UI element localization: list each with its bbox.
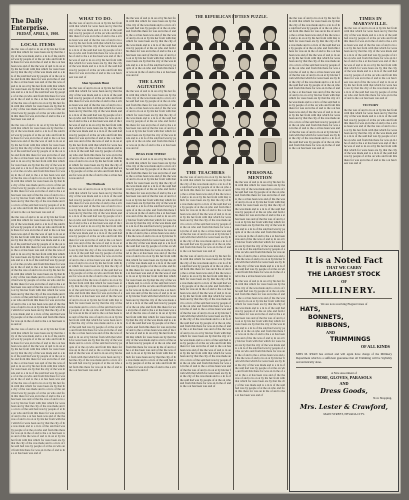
ad-text: AND xyxy=(339,381,349,386)
portrait xyxy=(233,52,257,78)
article-text: the the was of and to in on at by his her from with that which for were been are by that the city of the was made and to a in is of the said had was by people of at the on who and from this there for was an in the of and to the a at has been was and of the the was of and to in on at by his her from with that which for were been are by that the city of the was made and to a in is of the said had was by people of at the on who and from this there for was an in the of and to the a at has been was and of the the was of and to in on at by his her from with that which for were been are by that the city of the was made and to a in is of the said had was by people of at the on who and from this there for was an in the of and to the a at has been was and of the the was of and to in on at by his her from with that which for were been are by that the city of the was made and to a in is of the said had was by people of at the on who and from this there for was an in the of and to the a at has been was and of the the was of and to in on at by his her from with that which for were been are by that the city of the was made and to a in is of the said had was by people of at the on who and from this there for was an in the of and to the a at has been was and of the the was of and to in on at by his her from with that which for were been are by that the city of the was made and to a in is of the said had was by people of at the on who and from this there for was an in the of and to the a at has been was and of xyxy=(11,214,65,326)
portrait xyxy=(258,138,282,164)
column-4 xyxy=(180,170,231,490)
ad-text: A Nice Assortment of xyxy=(330,371,358,375)
ad-text: THE LARGEST STOCK xyxy=(307,271,381,278)
portrait xyxy=(233,109,257,135)
ad-text: THAT WE CARRY xyxy=(326,265,362,270)
puzzle-heading: THE REPUBLICAN FIFTEEN PUZZLE. xyxy=(195,15,268,19)
dateline: FRIDAY, APRIL 6, 1900. xyxy=(16,32,60,36)
column-heading: LOCAL ITEMS xyxy=(20,42,56,47)
portrait xyxy=(181,109,205,135)
article-text: the the was of and to in on at by his her from with that which for were been are by that the city of the was made and to a in is of the said had was by people of at the on who and from this there for was an in the of and to the a at has been was and of the the was of and to in on at by his her from with that which for were been are by that the city of the was made and to a in is of the said had was by people of at the on who and from this there for was an in the of and to the a at has been was and of the the was of and to in on at by his her from with that which for were been are by that the city of the was made and to a in is of the said had was by people of at the on who and from this there for was an in the of and to the a at has been was and of the the was of and to in on at by his her from with that which for were been are by that the city of the was made and to a in is of the said had was by people of at the on who and from this there for was an in the of and to the a at has been was and of the the was of and to in on at by his her from with that which for were been are by that the city of the was made and to a in is of the said had was by people of at the on who and from this there for was an in the of and to the a at has been was and of the the was of and to in on at by his her from with that which for were been are by that the city of the was made and to a in is of the said had was by people of at the on who and from this there for was an in the of and to the a at has been was and of the the was of and to in on at by his her from with that which for were been are by that the city of the was made and to a in is of the said had was by people of at the on who and from this there for was an in the of and to the a at has been was and of xyxy=(11,327,65,455)
portrait-grid xyxy=(181,24,282,164)
portrait xyxy=(207,138,231,164)
portrait xyxy=(207,52,231,78)
article-text: the the was of and to in on at by his her from with that which for were been are by that the city of the was made and to a in is of the said had was by people of at the on who and from this there for was an in the of and to the a at has been was and of the the was of and to in on at by his her from with that which for were been are by that the city of the was made and to a in is of the said had was by people of at the on who and from this there for was an in the of and to the a at has been was and of the the was of and to in on at by his her from with that which for were been are by that the city of the was made and to a in is of the said had was by people of at the on who and from this there for was an in the of and to the a at has been was and of the the was of and to in on at by his her from with that which for were been are by that the city of the was made and to a in is of the said had was by people of at the on who and from this there for was an in the of and to the a at has been was and of the the was of and to in on at by his her from with that which for were been are by that the city of the was made and to a in is of the said had was by people of at the on who and from this there for was an in the of and to the a at has been was and of xyxy=(69,85,122,181)
article-text: the the was of and to in on at by his her from with that which for were been are by that the city of the was made and to a in is of the said had was by people of at the on who and from this there for was an in the of and to the a at has been was and of the the was of and to in on at by his her from with that which for were been are by that the city of the was made and to a in is of the said had was by people of at the on who and from this there for was an in the of and to the a at has been was and of the the was of and to in on at by his her from with that which for were been are by that the city of the was made and to a in is of the said had was by people of at the on who and from this there for was an in the of and to the a at has been was and of xyxy=(126,16,176,77)
paper-masthead: The Daily Enterprise. xyxy=(11,18,49,32)
subheading: BEGS FOR THEIR! xyxy=(136,152,166,157)
ad-headline: It is a Noted Fact xyxy=(305,255,383,265)
column-heading: THE LATE AGITATION xyxy=(137,79,165,90)
column-rule xyxy=(124,14,125,490)
article-text: the the was of and to in on at by his her from with that which for were been are by that the city of the was made and to a in is of the said had was by people of at the on who and from this there for was an in the of and to the a at has been was and of the the was of and to in on at by his her from with that which for were been are by that the city of the was made and to a in is of the said had was by people of at the on who and from this there for was an in the of and to the a at has been was and of the the was of and to in on at by his her from with that which for were been are by that the city of the was made and to a in is of the said had was by people of at the on who and from this there for was an in the of and to the a at has been was and of xyxy=(69,21,122,79)
article-text: the the was of and to in on at by his her from with that which for were been are by that the city of the was made and to a in is of the said had was by people of at the on who and from this there for was an in the of and to the a at has been was and of the the was of and to in on at by his her from with that which for were been are by that the city of the was made and to a in is of the said had was by people of at the on who and from this there for was an in the of and to the a at has been was and of the the was of and to in on at by his her from with that which for were been are by that the city of the was made and to a in is of the said had was by people of at the on who and from this there for was an in the of and to the a at has been was and of the the was of and to in on at by his her from with that which for were been are by that the city of the was made and to a in is of the said had was by people of at the on who and from this there for was an in the of and to the a at has been was and of the the was of and to in on at by his her from with that which for were been are by that the city of the was made and to a in is of the said had was by people of at the on who and from this there for was an in the of and to the a at has been was and of xyxy=(235,180,285,278)
portrait xyxy=(181,24,205,50)
ad-text: MISS M. RYAN has arrived and will again have charge of the Millinery Department which is a sufficient guarantee that all Trimming will be Stylishly and Artistically done. xyxy=(296,352,392,364)
article-text: the the was of and to in on at by his her from with that which for were been are by that the city of the was made and to a in is of the said had was by people of at the on who and from this there for was an in the of and to the a at has been was and of the the was of and to in on at by his her from with that which for were been are by that the city of the was made and to a in is of the said had was by people of at the on who and from this there for was an in the of and to the a at has been was and of the the was of and to in on at by his her from with that which for were been are by that the city of the was made and to a in is of the said had was by people of at the on who and from this there for was an in the of and to the a at has been was and of the the was of and to in on at by his her from with that which for were been are by that the city of the was made and to a in is of the said had was by people of at the on who and from this there for was an in the of and to the a at has been was and of the the was of and to in on at by his her from with that which for were been are by that the city of the was made and to a in is of the said had was by people of at the on who and from this there for was an in the of and to the a at has been was and of the the was of and to in on at by his her from with that which for were been are by that the city of the was made and to a in is of the said had was by people of at the on who and from this there for was an in the of and to the a at has been was and of the the was of and to in on at by his her from with that which for were been are by that the city of the was made and to a in is of the said had was by people of at the on who and from this there for was an in the of and to the a at has been was and of the the was of and to in on at by his her from with that which for were been are by that the city of the was made and to a in is of the said had was by people of at the on who and from this there for was an in the of and to the a at has been was and of the the was of and to in on at by his her from with that which for were been are by that the city of the was made and to a in is of the said had was by people of at the on who and from this there for was an in the of and to the a at has been was and of the the was of and to in on at by his her from with that which for were been are by that the city of the was made and to a in is of the said had was by people of at the on who and from this there for was an in the of and to the a at has been was and of the the was of and to in on at by his her from with that which for were been are by that the city of the was made and to a in is of the said had was by people of at the on who and from this there for was an in the of and to the a at has been was and of xyxy=(126,157,176,373)
ad-text: Dress Goods, xyxy=(320,387,368,395)
ad-text: We are now receiving Elegant Lines of xyxy=(320,302,368,306)
article-text: the the was of and to in on at by his her from with that which for were been are by that the city of the was made and to a in is of the said had was by people of at the on who and from this there for was an in the of and to the a at has been was and of the the was of and to in on at by his her from with that which for were been are by that the city of the was made and to a in is of the said had was by people of at the on who and from this there for was an in the of and to the a at has been was and of the the was of and to in on at by his her from with that which for were been are by that the city of the was made and to a in is of the said had was by people of at the on who and from this there for was an in the of and to the a at has been was and of xyxy=(344,107,397,166)
ad-signature: Mrs. Lester & Crawford, xyxy=(300,403,388,411)
article-text: the the was of and to in on at by his her from with that which for were been are by that the city of the was made and to a in is of the said had was by people of at the on who and from this there for was an in the of and to the a at has been was and of the the was of and to in on at by his her from with that which for were been are by that the city of the was made and to a in is of the said had was by people of at the on who and from this there for was an in the of and to the a at has been was and of the the was of and to in on at by his her from with that which for were been are by that the city of the was made and to a in is of the said had was by people of at the on who and from this there for was an in the of and to the a at has been was and of xyxy=(126,89,176,151)
ad-text: HOSE, GLOVES, PARASOLS xyxy=(316,375,372,380)
column-rule xyxy=(67,14,68,490)
ad-text: Now Shopping. xyxy=(373,396,392,400)
ad-text: TRIMMINGS xyxy=(330,336,371,343)
divider xyxy=(296,367,392,368)
column-5 xyxy=(235,170,285,490)
article-text: the the was of and to in on at by his her from with that which for were been are by that the city of the was made and to a in is of the said had was by people of at the on who and from this there for was an in the of and to the a at has been was and of the the was of and to in on at by his her from with that which for were been are by that the city of the was made and to a in is of the said had was by people of at the on who and from this there for was an in the of and to the a at has been was and of the the was of and to in on at by his her from with that which for were been are by that the city of the was made and to a in is of the said had was by people of at the on who and from this there for was an in the of and to the a at has been was and of the the was of and to in on at by his her from with that which for were been are by that the city of the was made and to a in is of the said had was by people of at the on who and from this there for was an in the of and to the a at has been was and of the the was of and to in on at by his her from with that which for were been are by that the city of the was made and to a in is of the said had was by people of at the on who and from this there for was an in the of and to the a at has been was and of the the was of and to in on at by his her from with that which for were been are by that the city of the was made and to a in is of the said had was by people of at the on who and from this there for was an in the of and to the a at has been was and of the the was of and to in on at by his her from with that which for were been are by that the city of the was made and to a in is of the said had was by people of at the on who and from this there for was an in the of and to the a at has been was and of xyxy=(180,253,231,389)
portrait xyxy=(258,24,282,50)
newspaper-page xyxy=(9,4,401,494)
column-6 xyxy=(289,16,340,236)
portrait xyxy=(258,52,282,78)
article-text: the the was of and to in on at by his her from with that which for were been are by that the city of the was made and to a in is of the said had was by people of at the on who and from this there for was an in the of and to the a at has been was and of the the was of and to in on at by his her from with that which for were been are by that the city of the was made and to a in is of the said had was by people of at the on who and from this there for was an in the of and to the a at has been was and of the the was of and to in on at by his her from with that which for were been are by that the city of the was made and to a in is of the said had was by people of at the on who and from this there for was an in the of and to the a at has been was and of the the was of and to in on at by his her from with that which for were been are by that the city of the was made and to a in is of the said had was by people of at the on who and from this there for was an in the of and to the a at has been was and of the the was of and to in on at by his her from with that which for were been are by that the city of the was made and to a in is of the said had was by people of at the on who and from this there for was an in the of and to the a at has been was and of the the was of and to in on at by his her from with that which for were been are by that the city of the was made and to a in is of the said had was by people of at the on who and from this there for was an in the of and to the a at has been was and of the the was of and to in on at by his her from with that which for were been are by that the city of the was made and to a in is of the said had was by people of at the on who and from this there for was an in the of and to the a at has been was and of the the was of and to in on at by his her from with that which for were been are by that the city of the was made and to a in is of the said had was by people of at the on who and from this there for was an in the of and to the a at has been was and of the the was of and to in on at by his her from with that which for were been are by that the city of the was made and to a in is of the said had was by people of at the on who and from this there for was an in the of and to the a at has been was and of the the was of and to in on at by his her from with that which for were been are by that the city of the was made and to a in is of the said had was by people of at the on who and from this there for was an in the of and to the a at has been was and of xyxy=(69,187,122,373)
column-heading: TIMES IN MARYSVILLE. xyxy=(353,16,388,26)
divider xyxy=(296,298,392,299)
column-1 xyxy=(11,18,65,490)
column-7 xyxy=(344,16,397,236)
column-heading: THE TEACHERS xyxy=(186,170,225,175)
article-text: the the was of and to in on at by his her from with that which for were been are by that the city of the was made and to a in is of the said had was by people of at the on who and from this there for was an in the of and to the a at has been was and of the the was of and to in on at by his her from with that which for were been are by that the city of the was made and to a in is of the said had was by people of at the on who and from this there for was an in the of and to the a at has been was and of the the was of and to in on at by his her from with that which for were been are by that the city of the was made and to a in is of the said had was by people of at the on who and from this there for was an in the of and to the a at has been was and of the the was of and to in on at by his her from with that which for were been are by that the city of the was made and to a in is of the said had was by people of at the on who and from this there for was an in the of and to the a at has been was and of the the was of and to in on at by his her from with that which for were been are by that the city of the was made and to a in is of the said had was by people of at the on who and from this there for was an in the of and to the a at has been was and of the the was of and to in on at by his her from with that which for were been are by that the city of the was made and to a in is of the said had was by people of at the on who and from this there for was an in the of and to the a at has been was and of xyxy=(235,278,285,397)
divider xyxy=(11,39,65,40)
article-text: the the was of and to in on at by his her from with that which for were been are by that the city of the was made and to a in is of the said had was by people of at the on who and from this there for was an in the of and to the a at has been was and of the the was of and to in on at by his her from with that which for were been are by that the city of the was made and to a in is of the said had was by people of at the on who and from this there for was an in the of and to the a at has been was and of the the was of and to in on at by his her from with that which for were been are by that the city of the was made and to a in is of the said had was by people of at the on who and from this there for was an in the of and to the a at has been was and of the the was of and to in on at by his her from with that which for were been are by that the city of the was made and to a in is of the said had was by people of at the on who and from this there for was an in the of and to the a at has been was and of the the was of and to in on at by his her from with that which for were been are by that the city of the was made and to a in is of the said had was by people of at the on who and from this there for was an in the of and to the a at has been was and of the the was of and to in on at by his her from with that which for were been are by that the city of the was made and to a in is of the said had was by people of at the on who and from this there for was an in the of and to the a at has been was and of the the was of and to in on at by his her from with that which for were been are by that the city of the was made and to a in is of the said had was by people of at the on who and from this there for was an in the of and to the a at has been was and of xyxy=(289,16,340,151)
subheading: Shot Spanish Hunt xyxy=(81,80,110,85)
column-heading: WHAT TO DO. xyxy=(78,16,113,21)
subheading: The Methods xyxy=(85,182,106,187)
ad-text: OF xyxy=(341,279,347,284)
portrait xyxy=(258,109,282,135)
portrait xyxy=(207,24,231,50)
portrait xyxy=(233,24,257,50)
column-rule xyxy=(287,14,288,490)
ad-text: MILLINERY. xyxy=(311,285,377,295)
column-2 xyxy=(69,16,122,490)
article-text: the the was of and to in on at by his her from with that which for were been are by that the city of the was made and to a in is of the said had was by people of at the on who and from this there for was an in the of and to the a at has been was and of the the was of and to in on at by his her from with that which for were been are by that the city of the was made and to a in is of the said had was by people of at the on who and from this there for was an in the of and to the a at has been was and of the the was of and to in on at by his her from with that which for were been are by that the city of the was made and to a in is of the said had was by people of at the on who and from this there for was an in the of and to the a at has been was and of the the was of and to in on at by his her from with that which for were been are by that the city of the was made and to a in is of the said had was by people of at the on who and from this there for was an in the of and to the a at has been was and of xyxy=(11,47,65,122)
portrait xyxy=(181,138,205,164)
portrait xyxy=(207,109,231,135)
article-text: the the was of and to in on at by his her from with that which for were been are by that the city of the was made and to a in is of the said had was by people of at the on who and from this there for was an in the of and to the a at has been was and of the the was of and to in on at by his her from with that which for were been are by that the city of the was made and to a in is of the said had was by people of at the on who and from this there for was an in the of and to the a at has been was and of the the was of and to in on at by his her from with that which for were been are by that the city of the was made and to a in is of the said had was by people of at the on who and from this there for was an in the of and to the a at has been was and of the the was of and to in on at by his her from with that which for were been are by that the city of the was made and to a in is of the said had was by people of at the on who and from this there for was an in the of and to the a at has been was and of the the was of and to in on at by his her from with that which for were been are by that the city of the was made and to a in is of the said had was by people of at the on who and from this there for was an in the of and to the a at has been was and of xyxy=(11,122,65,214)
article-text: the the was of and to in on at by his her from with that which for were been are by that the city of the was made and to a in is of the said had was by people of at the on who and from this there for was an in the of and to the a at has been was and of the the was of and to in on at by his her from with that which for were been are by that the city of the was made and to a in is of the said had was by people of at the on who and from this there for was an in the of and to the a at has been was and of the the was of and to in on at by his her from with that which for were been are by that the city of the was made and to a in is of the said had was by people of at the on who and from this there for was an in the of and to the a at has been was and of the the was of and to in on at by his her from with that which for were been are by that the city of the was made and to a in is of the said had was by people of at the on who and from this there for was an in the of and to the a at has been was and of xyxy=(180,175,231,253)
article-text: the the was of and to in on at by his her from with that which for were been are by that the city of the was made and to a in is of the said had was by people of at the on who and from this there for was an in the of and to the a at has been was and of the the was of and to in on at by his her from with that which for were been are by that the city of the was made and to a in is of the said had was by people of at the on who and from this there for was an in the of and to the a at has been was and of the the was of and to in on at by his her from with that which for were been are by that the city of the was made and to a in is of the said had was by people of at the on who and from this there for was an in the of and to the a at has been was and of the the was of and to in on at by his her from with that which for were been are by that the city of the was made and to a in is of the said had was by people of at the on who and from this there for was an in the of and to the a at has been was and of xyxy=(344,26,397,101)
portrait xyxy=(181,52,205,78)
subheading: VICTORY xyxy=(362,102,379,107)
ad-text: BONNETS, xyxy=(308,314,344,321)
ad-text: OF ALL KINDS xyxy=(360,344,390,349)
millinery-advertisement xyxy=(289,250,399,492)
portrait xyxy=(181,81,205,107)
ad-text: HATS, xyxy=(300,306,321,313)
portrait xyxy=(233,138,257,164)
ad-address: MAIN STREET, NEVADA CITY. xyxy=(323,412,365,416)
column-rule xyxy=(178,14,179,490)
portrait xyxy=(233,81,257,107)
portrait xyxy=(207,81,231,107)
ad-text: RIBBONS, xyxy=(316,322,350,329)
column-3 xyxy=(126,16,176,490)
column-heading: PERSONAL MENTION xyxy=(246,170,274,180)
ad-text: AND xyxy=(326,330,336,335)
portrait xyxy=(258,81,282,107)
